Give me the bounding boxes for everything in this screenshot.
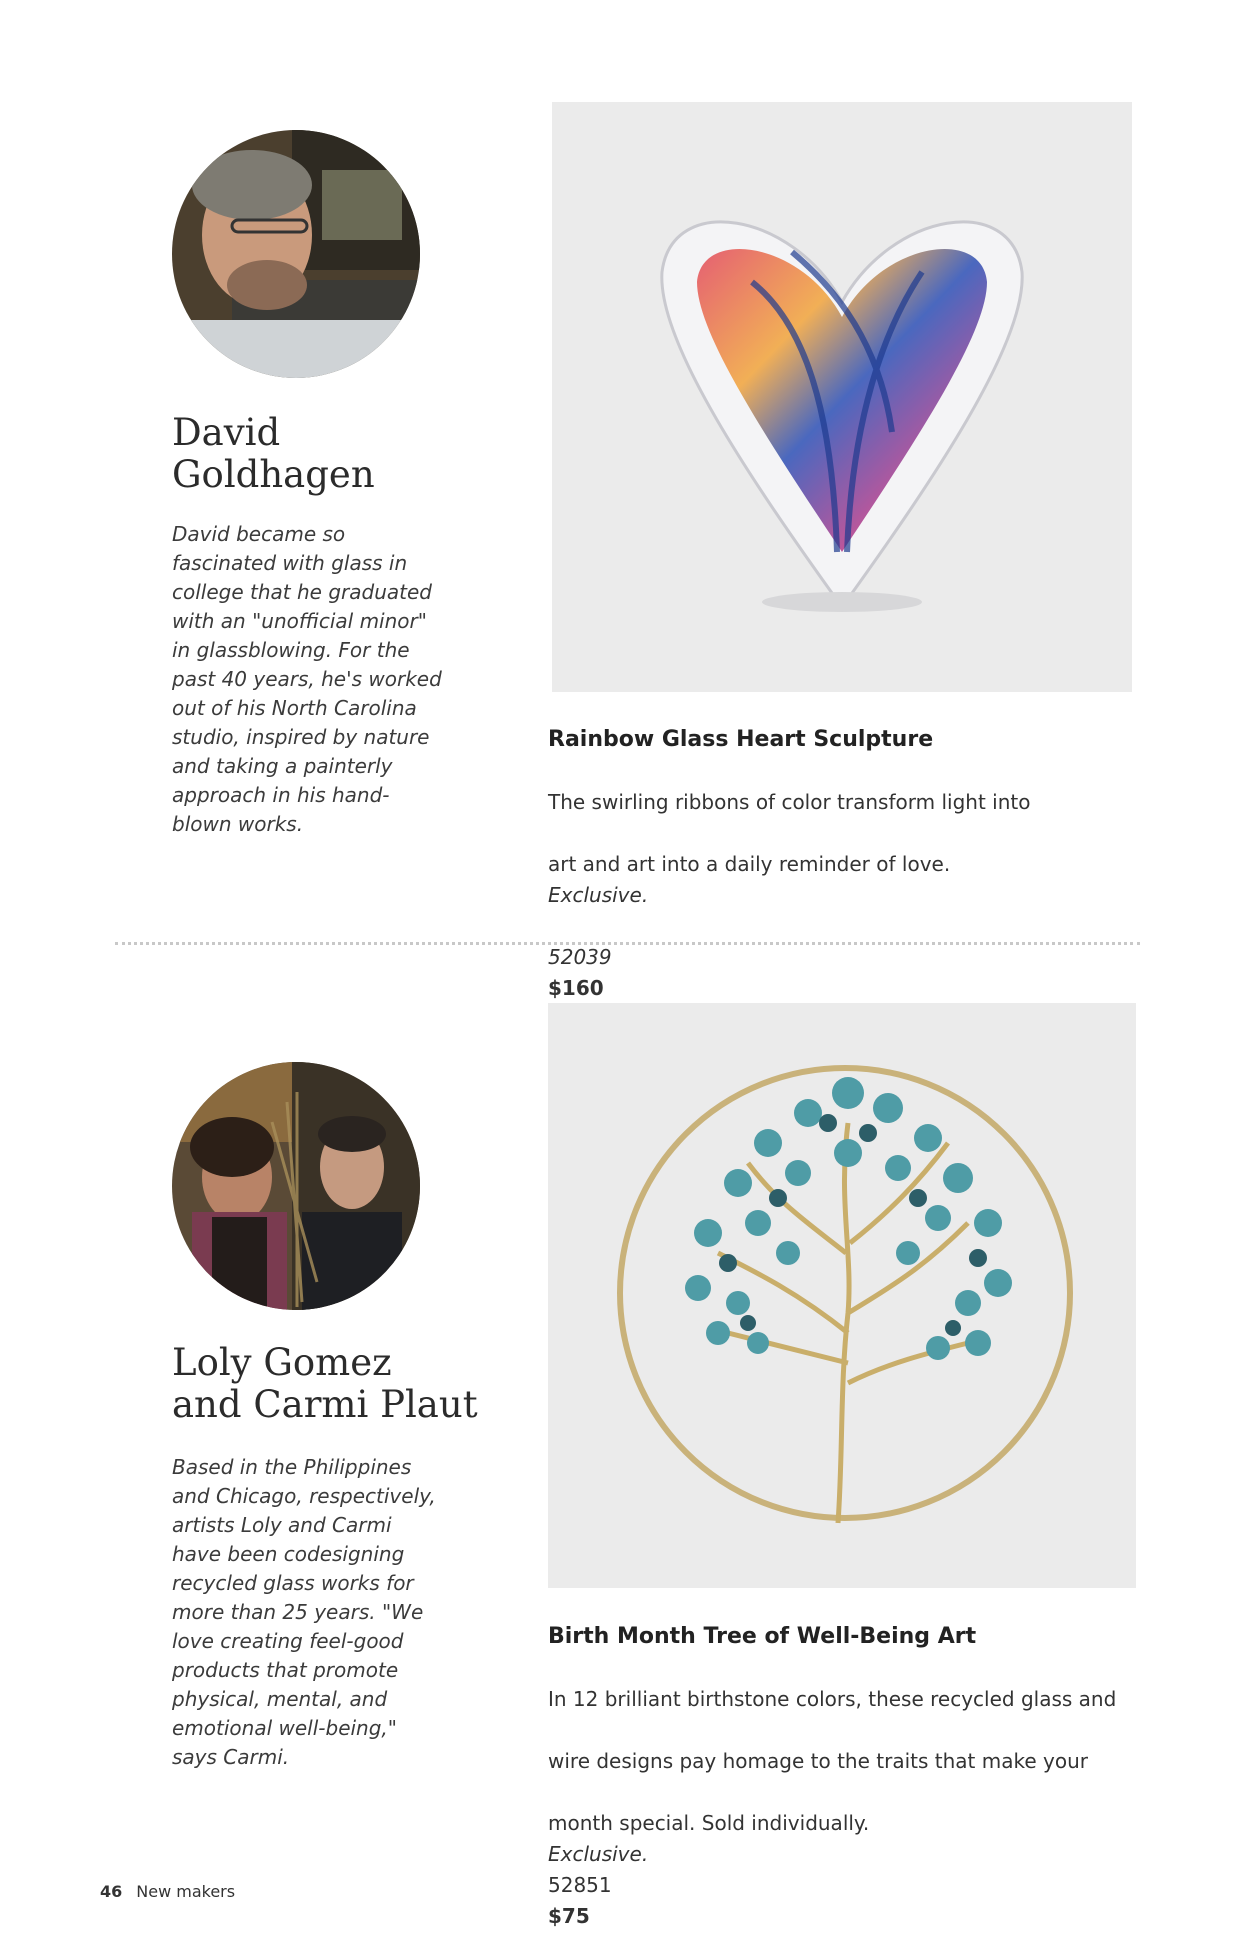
maker-name-line: Loly Gomez xyxy=(172,1341,392,1384)
section-name: New makers xyxy=(136,1882,236,1901)
product-title: Birth Month Tree of Well-Being Art xyxy=(548,1624,977,1649)
product-desc-line: The swirling ribbons of color transform light into xyxy=(548,790,1031,814)
product-desc-line: art and art into a daily reminder of love. xyxy=(548,852,951,876)
product-photo-birth-month-tree xyxy=(548,1003,1136,1588)
product-price: $75 xyxy=(548,1904,590,1928)
maker-name xyxy=(172,1342,478,1426)
exclusive-label: Exclusive. xyxy=(548,883,649,907)
product-desc-line: wire designs pay homage to the traits that make your xyxy=(548,1749,1088,1773)
product-title: Rainbow Glass Heart Sculpture xyxy=(548,727,934,752)
page-number: 46 xyxy=(100,1882,123,1901)
product-price: $160 xyxy=(548,976,604,1000)
product-desc-line: In 12 brilliant birthstone colors, these recycled glass and xyxy=(548,1687,1117,1711)
exclusive-label: Exclusive. xyxy=(548,1842,649,1866)
maker-portrait-david-goldhagen xyxy=(172,130,420,378)
maker-portrait-loly-gomez-carmi-plaut xyxy=(172,1062,420,1310)
maker-bio: David became so fascinated with glass in college that he graduated with an "unofficial minor" in glassblowing. For the past 40 years, he's worked out of his North Carolina studio, inspired by nature and taking a painterly approach in his hand- blown works. xyxy=(172,522,442,836)
item-number: 52039 xyxy=(548,945,612,969)
section-divider xyxy=(115,942,1140,945)
product-description xyxy=(548,756,1148,1004)
product-desc-line: month special. Sold individually. xyxy=(548,1811,870,1835)
page-footer xyxy=(100,1882,235,1901)
product-photo-rainbow-glass-heart xyxy=(552,102,1132,692)
item-number: 52851 xyxy=(548,1873,612,1897)
maker-name-line: Goldhagen xyxy=(172,453,375,496)
maker-name-line: and Carmi Plaut xyxy=(172,1383,478,1426)
product-description xyxy=(548,1653,1168,1932)
maker-name-line: David xyxy=(172,411,281,454)
maker-name xyxy=(172,412,375,496)
maker-bio: Based in the Philippines and Chicago, respectively, artists Loly and Carmi have been codesigning recycled glass works for more than 25 years. "We love creating feel-good products that promote physical, mental, and emotional well-being," says Carmi. xyxy=(172,1455,436,1769)
